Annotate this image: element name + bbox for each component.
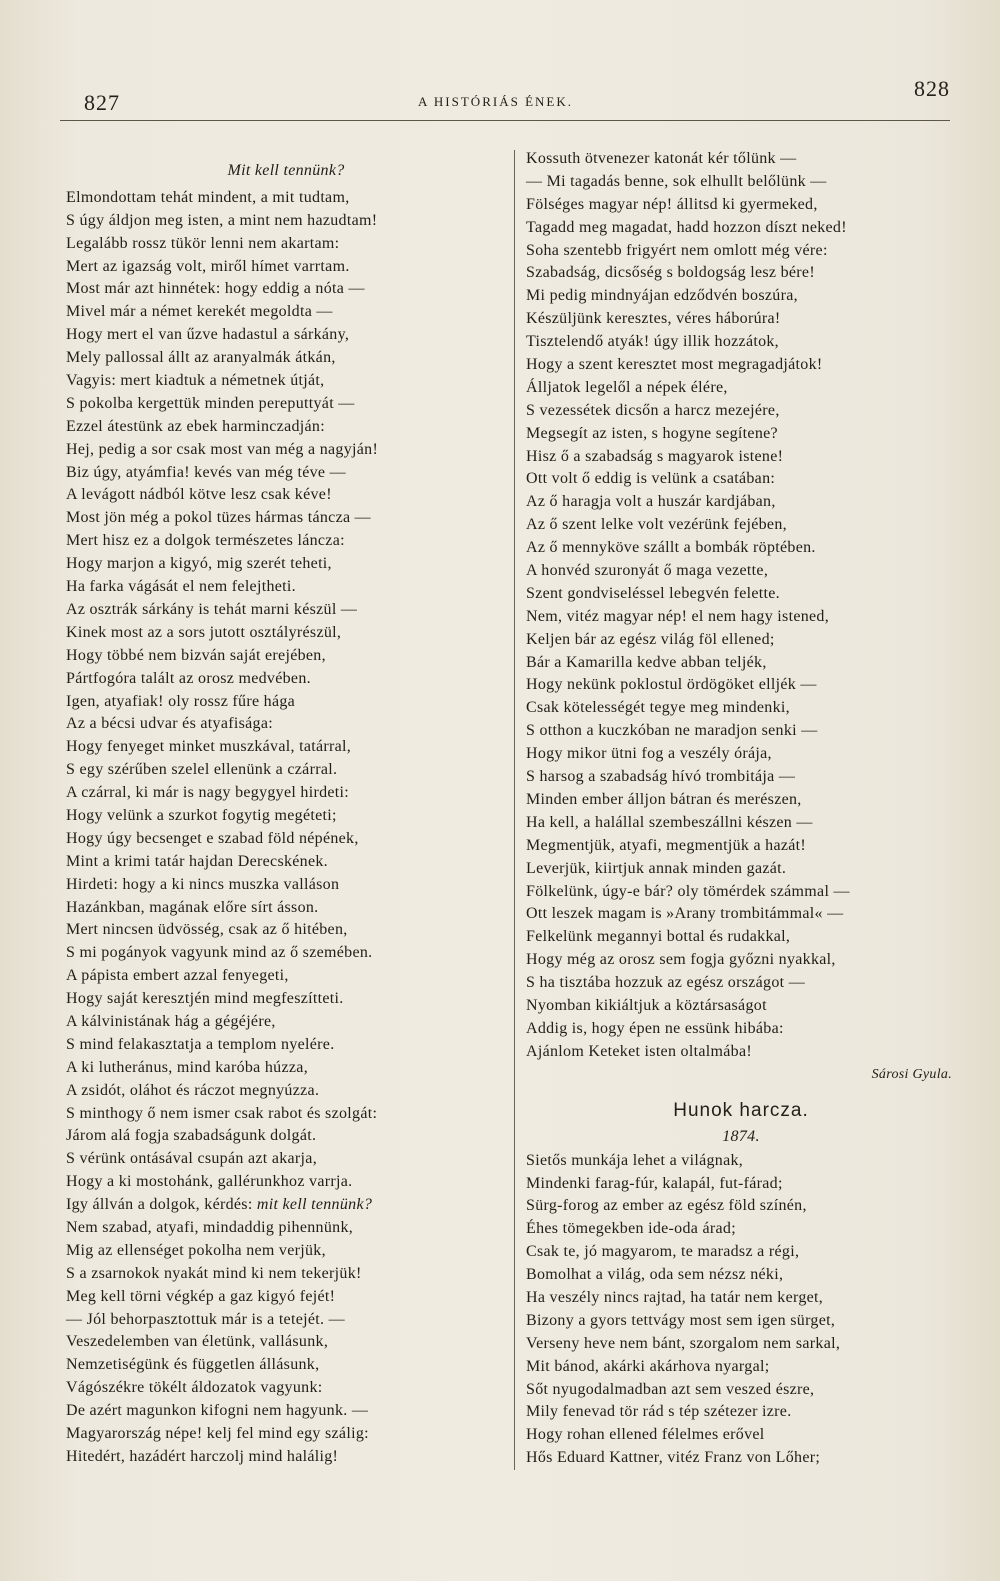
right-column bbox=[526, 148, 956, 1470]
verse-line: Szabadság, dicsőség s boldogság lesz bére! bbox=[526, 264, 815, 282]
verse-line: Az ő mennyköve szállt a bombák röptében. bbox=[526, 539, 816, 557]
verse-line: Ha kell, a halállal szembeszállni készen — bbox=[526, 813, 813, 831]
verse-line: Járom alá fogja szabadságunk dolgát. bbox=[66, 1127, 317, 1145]
verse-line: Hej, pedig a sor csak most van még a nagyján! bbox=[66, 440, 379, 458]
verse-line: Igen, atyafiak! oly rossz fűre hága bbox=[66, 692, 296, 710]
page-number-left: 827 bbox=[84, 90, 120, 115]
verse-line: Ott volt ő eddig is velünk a csatában: bbox=[526, 470, 776, 488]
verse-line: Éhes tömegekben ide-oda árad; bbox=[526, 1220, 736, 1238]
verse-line: Biz úgy, atyámfia! kevés van még téve — bbox=[66, 463, 346, 481]
verse-line: Hogy többé nem bizván saját erejében, bbox=[66, 646, 326, 664]
verse-line: De azért magunkon kifogni nem hagyunk. — bbox=[66, 1402, 369, 1420]
poem2-lines bbox=[526, 1150, 956, 1470]
verse-line: Nemzetiségünk és független állásunk, bbox=[66, 1356, 320, 1374]
verse-line: Kossuth ötvenezer katonát kér tőlünk — bbox=[526, 150, 797, 167]
verse-line: Az ő szent lelke volt vezérünk fejében, bbox=[526, 516, 787, 534]
verse-line: Mily fenevad tör rád s tép szétezer izre. bbox=[526, 1403, 792, 1421]
verse-line: Hogy rohan ellened félelmes erővel bbox=[526, 1426, 765, 1444]
verse-line: S mi pogányok vagyunk mind az ő szemében. bbox=[66, 944, 373, 962]
verse-line: Veszedelemben van életünk, vallásunk, bbox=[66, 1333, 329, 1351]
verse-line: Mert nincsen üdvösség, csak az ő hitében, bbox=[66, 921, 348, 939]
verse-line: Soha szentebb frigyért nem omlott még vére: bbox=[526, 241, 828, 259]
verse-line: Csak te, jó magyarom, te maradsz a régi, bbox=[526, 1243, 800, 1261]
verse-line: S ha tisztába hozzuk az egész országot — bbox=[526, 974, 806, 992]
verse-line: Bomolhat a világ, oda sem nézsz néki, bbox=[526, 1266, 784, 1284]
verse-line: A levágott nádból kötve lesz csak kéve! bbox=[66, 486, 332, 504]
verse-line: Hazánkban, magának előre sírt ásson. bbox=[66, 898, 319, 916]
verse-line: Ezzel átestünk az ebek harminczadján: bbox=[66, 417, 325, 435]
verse-line: Mert hisz ez a dolgok természetes láncza: bbox=[66, 532, 345, 550]
verse-line: Pártfogóra talált az orosz medvében. bbox=[66, 669, 311, 687]
verse-line: Megmentjük, atyafi, megmentjük a hazát! bbox=[526, 836, 807, 854]
verse-line: Hitedért, hazádért harczolj mind halálig! bbox=[66, 1447, 339, 1465]
verse-line: Nem szabad, atyafi, mindaddig pihennünk, bbox=[66, 1218, 354, 1236]
verse-line: Most már azt hinnétek: hogy eddig a nóta — bbox=[66, 280, 365, 298]
page-number-right: 828 bbox=[914, 76, 950, 101]
verse-line: Az osztrák sárkány is tehát marni készül — bbox=[66, 600, 358, 618]
poem2-year: 1874. bbox=[722, 1127, 760, 1145]
verse-line: Hisz ő a szabadság s magyarok istene! bbox=[526, 447, 784, 465]
verse-line: — Jól behorpasztottuk már is a tetejét. — bbox=[66, 1310, 345, 1328]
verse-line: Hogy még az orosz sem fogja győzni nyakkal, bbox=[526, 951, 836, 969]
verse-line: A kálvinistának hág a gégéjére, bbox=[66, 1012, 276, 1030]
verse-line: Sürg-forog az ember az egész föld színén, bbox=[526, 1197, 807, 1215]
verse-line: Minden ember álljon bátran és merészen, bbox=[526, 790, 802, 808]
verse-line: Csak kötelességét tegye meg mindenki, bbox=[526, 699, 790, 717]
verse-line: Álljatok legelől a népek élére, bbox=[526, 378, 728, 396]
verse-line: Ott leszek magam is »Arany trombitámmal« — bbox=[526, 905, 844, 923]
verse-line: Magyarország népe! kelj fel mind egy szálig: bbox=[66, 1425, 369, 1442]
poem2-title: Hunok harcza. bbox=[673, 1099, 809, 1121]
verse-line: S úgy áldjon meg isten, a mint nem hazudtam! bbox=[66, 211, 378, 229]
verse-line: Hős Eduard Kattner, vitéz Franz von Lőher; bbox=[526, 1449, 821, 1467]
verse-line: Hogy fenyeget minket muszkával, tatárral, bbox=[66, 738, 352, 756]
poem-lines-left bbox=[66, 187, 506, 1469]
verse-line: Megsegít az isten, s hogyne segítene? bbox=[526, 424, 778, 442]
header-rule bbox=[60, 120, 950, 121]
verse-line: Vágószékre tökélt áldozatok vagyunk: bbox=[66, 1379, 323, 1397]
verse-line: Az a bécsi udvar és atyafisága: bbox=[66, 715, 273, 733]
verse-line: S a zsarnokok nyakát mind ki nem tekerjük! bbox=[66, 1264, 362, 1282]
verse-line: Keljen bár az egész világ föl ellened; bbox=[526, 630, 775, 648]
verse-line: Mert az igazság volt, miről hímet varrtam. bbox=[66, 257, 350, 275]
verse-line bbox=[66, 1194, 506, 1217]
verse-line: Hogy marjon a kigyó, mig szerét teheti, bbox=[66, 555, 332, 573]
verse-line: Hogy a szent keresztet most megragadjátok! bbox=[526, 356, 823, 374]
verse-line: A zsidót, oláhot és ráczot megnyúzza. bbox=[66, 1081, 320, 1099]
verse-line: S mind felakasztatja a templom nyelére. bbox=[66, 1035, 335, 1053]
poem-lines-right bbox=[526, 148, 956, 1064]
verse-line: A honvéd szuronyát ő maga vezette, bbox=[526, 562, 769, 580]
verse-line: Hogy mert el van űzve hadastul a sárkány, bbox=[66, 326, 350, 344]
verse-line: — Mi tagadás benne, sok elhullt belőlünk — bbox=[526, 172, 827, 190]
verse-line: Tagadd meg magadat, hadd hozzon díszt neked! bbox=[526, 218, 847, 236]
verse-line: S minthogy ő nem ismer csak rabot és szolgát: bbox=[66, 1104, 378, 1122]
verse-line: Sőt nyugodalmadban azt sem veszed észre, bbox=[526, 1380, 815, 1398]
verse-line: Addig is, hogy épen ne essünk hibába: bbox=[526, 1019, 784, 1037]
author-signature: Sárosi Gyula. bbox=[871, 1066, 952, 1082]
verse-line: A ki lutheránus, mind karóba húzza, bbox=[66, 1058, 308, 1076]
verse-line: Bár a Kamarilla kedve abban teljék, bbox=[526, 653, 767, 671]
verse-line: Legalább rossz tükör lenni nem akartam: bbox=[66, 234, 340, 252]
verse-line: Mint a krimi tatár hajdan Derecskének. bbox=[66, 852, 328, 870]
verse-line: Bizony a gyors tettvágy most sem igen sürget, bbox=[526, 1311, 836, 1329]
verse-line: Hogy saját keresztjén mind megfeszítteti. bbox=[66, 990, 344, 1008]
verse-line: Elmondottam tehát mindent, a mit tudtam, bbox=[66, 188, 350, 206]
verse-line: Vagyis: mert kiadtuk a németnek útját, bbox=[66, 372, 325, 390]
verse-line: Kinek most az a sors jutott osztályrészül, bbox=[66, 623, 342, 641]
verse-line: Felkelünk megannyi bottal és rudakkal, bbox=[526, 928, 791, 946]
verse-italic: mit kell tennünk? bbox=[256, 1196, 373, 1214]
verse-line: Hogy mikor ütni fog a veszély órája, bbox=[526, 745, 772, 763]
page-header bbox=[60, 70, 950, 120]
verse-line: Nyomban kikiáltjuk a köztársaságot bbox=[526, 996, 767, 1014]
verse-line: Ha farka vágását el nem felejtheti. bbox=[66, 578, 296, 596]
verse-line: Hogy nekünk poklostul ördögöket elljék — bbox=[526, 676, 817, 694]
verse-line: Az ő haragja volt a huszár kardjában, bbox=[526, 493, 776, 511]
verse-line: Hogy a ki mostohánk, gallérunkhoz varrja. bbox=[66, 1173, 353, 1191]
verse-line: S vezessétek dicsőn a harcz mezejére, bbox=[526, 401, 780, 419]
verse-line: S pokolba kergettük minden pereputtyát — bbox=[66, 394, 355, 412]
verse-line: Sietős munkája lehet a világnak, bbox=[526, 1151, 744, 1169]
verse-line: S otthon a kuczkóban ne maradjon senki — bbox=[526, 722, 818, 740]
verse-line: Szent gondviseléssel lebegvén felette. bbox=[526, 584, 780, 602]
verse-line: Készüljünk keresztes, véres háborúra! bbox=[526, 310, 781, 328]
verse-line: Mindenki farag-fúr, kalapál, fut-fárad; bbox=[526, 1174, 783, 1192]
verse-line: Most jön még a pokol tüzes hármas táncza — bbox=[66, 509, 371, 527]
verse-line: Ajánlom Keteket isten oltalmába! bbox=[526, 1042, 752, 1060]
verse-line: S egy szérűben szelel ellenünk a czárral. bbox=[66, 761, 338, 779]
verse-line: Tisztelendő atyák! úgy illik hozzátok, bbox=[526, 333, 779, 351]
verse-line: Hogy velünk a szurkot fogytig megéteti; bbox=[66, 806, 337, 824]
verse-line: Mi pedig mindnyájan edződvén boszúra, bbox=[526, 287, 798, 305]
verse-line: Fölséges magyar nép! állitsd ki gyermeked, bbox=[526, 195, 818, 213]
verse-line: Mit bánod, akárki akárhova nyargal; bbox=[526, 1357, 770, 1375]
verse-line: Nem, vitéz magyar nép! el nem hagy istened, bbox=[526, 607, 830, 625]
verse-line: Hogy úgy becsenget e szabad föld népének, bbox=[66, 829, 359, 847]
verse-line: Ha veszély nincs rajtad, ha tatár nem kerget, bbox=[526, 1288, 824, 1306]
verse-line: Hirdeti: hogy a ki nincs muszka valláson bbox=[66, 875, 340, 893]
verse-line: A czárral, ki már is nagy begygyel hirdeti: bbox=[66, 784, 350, 802]
verse-line: A pápista embert azzal fenyegeti, bbox=[66, 967, 289, 985]
column-divider bbox=[514, 150, 515, 1470]
verse-text: Igy állván a dolgok, kérdés: bbox=[66, 1196, 257, 1214]
verse-line: Mivel már a német kerekét megoldta — bbox=[66, 303, 333, 321]
verse-line: Verseny heve nem bánt, szorgalom nem sarkal, bbox=[526, 1334, 841, 1352]
verse-line: Meg kell törni végkép a gaz kigyó fejét! bbox=[66, 1287, 336, 1305]
verse-line: Mely pallossal állt az aranyalmák átkán, bbox=[66, 349, 336, 367]
verse-line: Leverjük, kiirtjuk annak minden gazát. bbox=[526, 859, 787, 877]
running-title: A HISTÓRIÁS ÉNEK. bbox=[418, 94, 573, 109]
verse-line: Fölkelünk, úgy-e bár? oly tömérdek számmal — bbox=[526, 882, 850, 900]
left-column bbox=[66, 160, 506, 1469]
verse-line: S harsog a szabadság hívó trombitája — bbox=[526, 768, 796, 786]
poem-title: Mit kell tennünk? bbox=[227, 162, 345, 179]
verse-line: Mig az ellenséget pokolha nem verjük, bbox=[66, 1241, 326, 1259]
verse-line: S vérünk ontásával csupán azt akarja, bbox=[66, 1150, 318, 1168]
